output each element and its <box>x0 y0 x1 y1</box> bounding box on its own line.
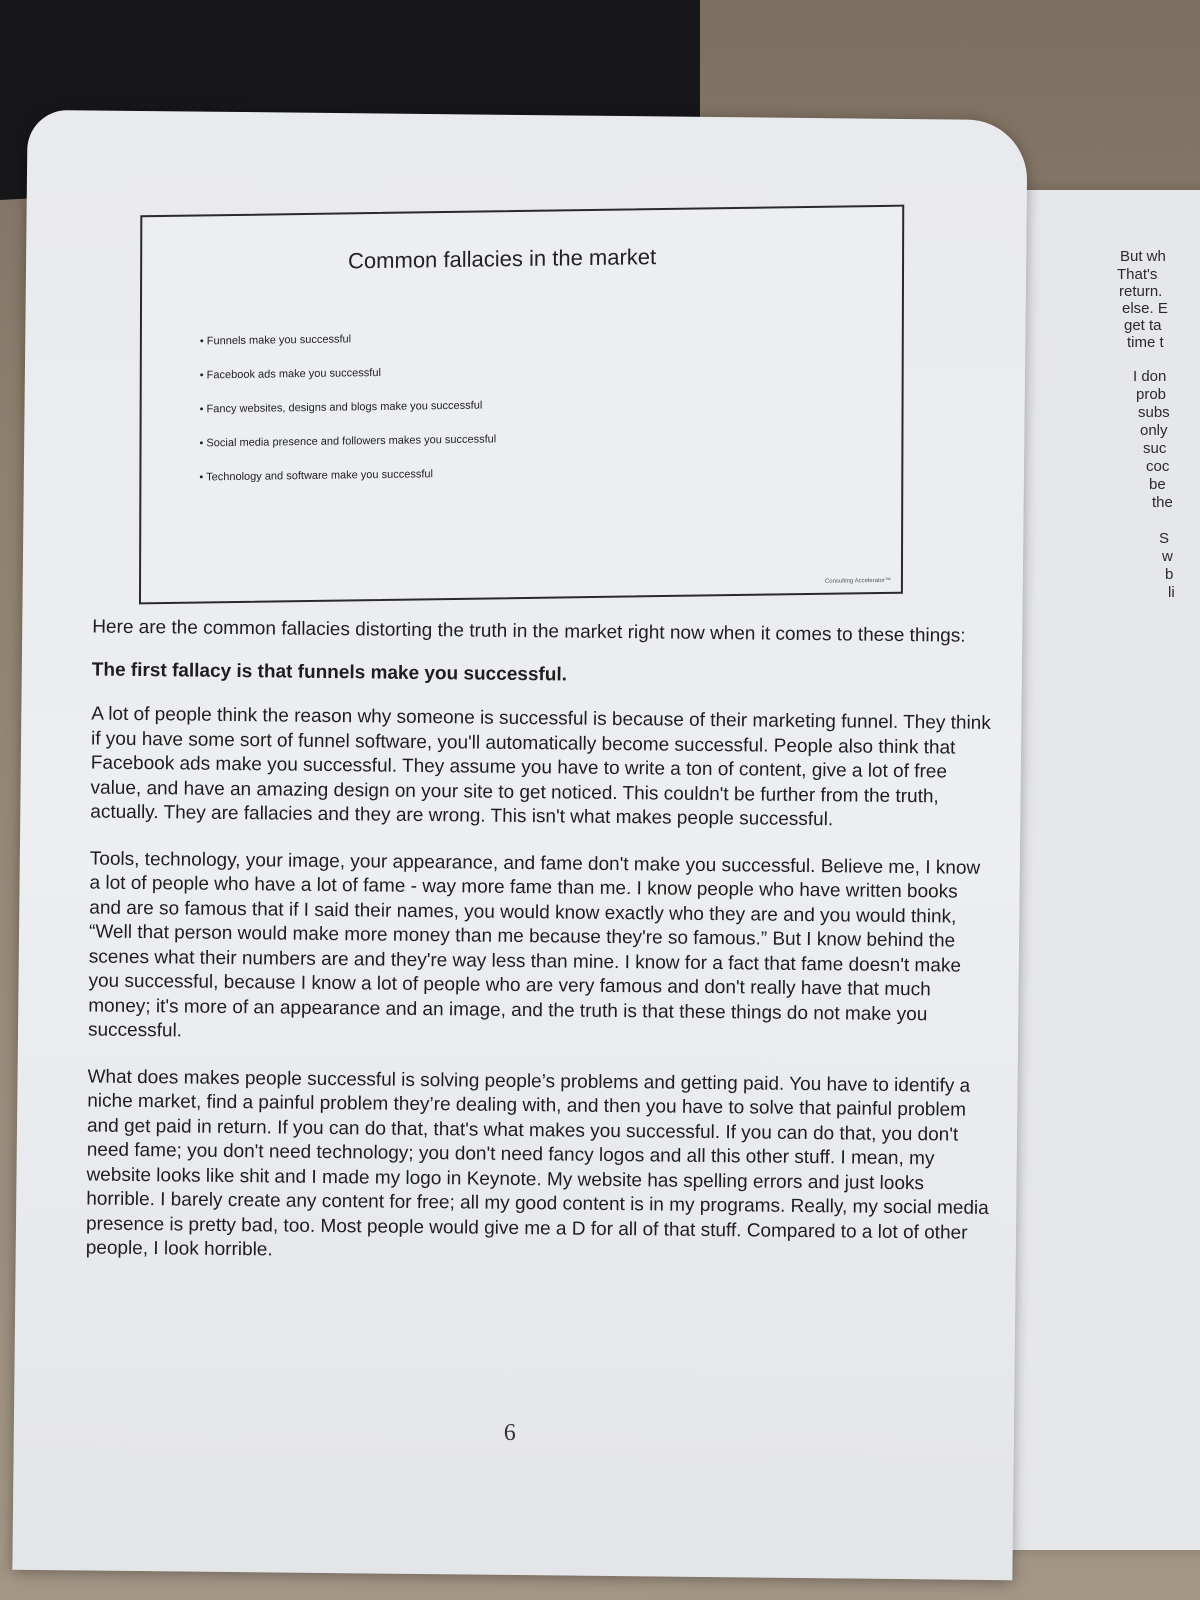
facing-page-fragment: get ta <box>1124 317 1162 334</box>
slide-bullet: • Social media presence and followers makes you successful <box>199 432 496 470</box>
slide-bullet: • Funnels make you successful <box>200 330 497 368</box>
page-number: 6 <box>503 1419 516 1446</box>
slide-footer: Consulting Accelerator™ <box>824 577 891 585</box>
intro-paragraph: Here are the common fallacies distorting the truth in the market right now when it comes to these things: <box>92 616 966 647</box>
body-paragraph: What does makes people successful is solving people’s problems and getting paid. You have to identify a niche market, find a painful problem they’re dealing with, and then you have to solve that painful problem and get paid in return. If you can do that, that's what makes you successful. If you can do that, you don't need fame; you don't need technology; you don't need fancy logos and all this other stuff. I mean, my website looks like shit and I made my logo in Keynote. My website has spelling errors and just looks horrible. I barely create any content for free; all my good content is in my programs. Really, my social media presence is pretty bad, too. Most people would give me a D for all of that stuff. Compared to a lot of other people, I look horrible. <box>85 1065 989 1261</box>
facing-page-fragment: b <box>1165 566 1174 583</box>
facing-page-fragment: w <box>1162 548 1173 565</box>
slide-bullet-list <box>199 330 496 504</box>
slide-bullet: • Technology and software make you successful <box>199 466 496 504</box>
facing-page-fragment: subs <box>1138 404 1170 421</box>
facing-page-fragment: the <box>1152 494 1173 511</box>
facing-page-fragment: prob <box>1136 386 1167 403</box>
book-page <box>12 110 1027 1580</box>
facing-page-fragment: suc <box>1143 440 1167 457</box>
section-heading: The first fallacy is that funnels make you successful. <box>91 659 568 685</box>
facing-page-fragment: else. E <box>1122 300 1168 317</box>
facing-page-fragment: li <box>1168 584 1175 601</box>
body-paragraph: A lot of people think the reason why someone is successful is because of their marketing funnel. They think if you have some sort of funnel software, you'll automatically become successful. People also think that Facebook ads make you successful. They assume you have to write a ton of content, give a lot of free value, and have an amazing design on your site to get noticed. This couldn't be further from the truth, actually. They are fallacies and they are wrong. This isn't what makes people successful. <box>90 703 991 831</box>
facing-page-fragment: S <box>1159 530 1170 547</box>
facing-page <box>1005 190 1200 1550</box>
body-paragraph: Tools, technology, your image, your appearance, and fame don't make you successful. Believe me, I know a lot of people who have a lot of fame - way more fame than me. I know people who have written books and are so famous that if I said their names, you would know exactly who they are and you would think, “Well that person would make more money than me because they're so famous.” But I know behind the scenes what their numbers are and they're way less than mine. I know for a fact that fame doesn't make you successful, because I know a lot of people who are very famous and don't really have that much money; it's more of an appearance and an image, and the truth is that these things do not make you successful. <box>87 847 981 1042</box>
facing-page-fragment: return. <box>1119 283 1163 300</box>
facing-page-fragment: be <box>1149 476 1166 493</box>
body-text <box>85 616 997 1293</box>
slide-bullet: • Fancy websites, designs and blogs make you successful <box>200 398 497 436</box>
facing-page-fragment: That's <box>1117 266 1158 283</box>
facing-page-fragment: But wh <box>1120 248 1166 265</box>
facing-page-fragment: coc <box>1146 458 1170 475</box>
facing-page-fragment: only <box>1140 422 1168 439</box>
slide-figure <box>139 205 904 605</box>
facing-page-fragment: I don <box>1133 368 1167 385</box>
slide-bullet: • Facebook ads make you successful <box>200 364 497 402</box>
facing-page-fragment: time t <box>1127 334 1164 351</box>
slide-title: Common fallacies in the market <box>348 244 657 274</box>
